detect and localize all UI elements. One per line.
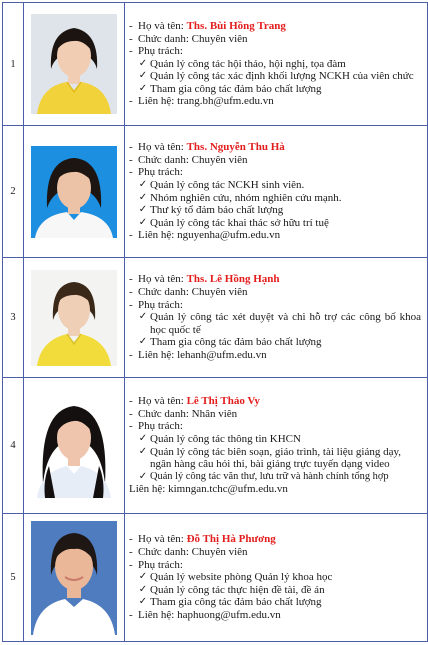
- row-number: 4: [3, 378, 24, 514]
- row-number: 1: [3, 3, 24, 126]
- portrait-image: [31, 270, 117, 366]
- checkmark-icon: ✓: [138, 70, 148, 82]
- duty-item: ✓ Quản lý công tác thực hiện đề tài, đề án: [138, 583, 325, 596]
- photo-cell: [24, 3, 125, 126]
- checkmark-icon: ✓: [138, 204, 148, 216]
- portrait-image: [31, 394, 117, 498]
- checkmark-icon: ✓: [138, 57, 148, 69]
- info-cell: [125, 3, 428, 126]
- checkmark-icon: ✓: [138, 583, 148, 595]
- portrait-image: [31, 521, 117, 635]
- name-line: - Họ và tên: Ths. Lê Hồng Hạnh: [129, 273, 280, 286]
- contact-line: - Liên hệ: nguyenha@ufm.edu.vn: [129, 229, 281, 242]
- table-row: [3, 378, 428, 514]
- staff-photo: [31, 146, 117, 238]
- staff-email[interactable]: haphuong@ufm.edu.vn: [177, 608, 281, 621]
- checkmark-icon: ✓: [138, 596, 148, 608]
- duty-item: ✓ Quản lý công tác khai thác sở hữu trí tuệ: [138, 216, 329, 229]
- staff-name: Lê Thị Thảo Vy: [186, 395, 260, 408]
- duty-heading: - Phụ trách:: [129, 166, 183, 179]
- staff-photo: [31, 394, 117, 498]
- staff-title: Chuyên viên: [191, 153, 248, 166]
- duty-item: ✓ Quản lý công tác văn thư, lưu trữ và hành chính tổng hợp: [138, 470, 389, 482]
- staff-title: Chuyên viên: [191, 546, 248, 559]
- title-line: - Chức danh: Chuyên viên: [129, 546, 248, 559]
- table-row: [3, 3, 428, 126]
- checkmark-icon: ✓: [138, 216, 148, 228]
- info-cell: [125, 126, 428, 258]
- duty-heading: - Phụ trách:: [129, 420, 183, 433]
- checkmark-icon: ✓: [138, 445, 148, 457]
- duty-heading: - Phụ trách:: [129, 558, 183, 571]
- checkmark-icon: ✓: [138, 82, 148, 94]
- duty-item: ✓ Tham gia công tác đảm bảo chất lượng: [138, 336, 322, 349]
- staff-photo: [31, 521, 117, 635]
- staff-table: [2, 2, 428, 642]
- staff-name: Ths. Nguyễn Thu Hà: [186, 141, 285, 154]
- name-line: - Họ và tên: Đỗ Thị Hà Phương: [129, 533, 276, 546]
- table-row: [3, 126, 428, 258]
- duty-item: ✓ Quản lý công tác hội thảo, hội nghị, tọa đàm: [138, 57, 346, 70]
- duty-item: ✓ Tham gia công tác đảm bảo chất lượng: [138, 82, 322, 95]
- staff-photo: [31, 270, 117, 366]
- contact-line: Liên hệ: kimngan.tchc@ufm.edu.vn: [129, 483, 288, 496]
- title-line: - Chức danh: Chuyên viên: [129, 153, 248, 166]
- checkmark-icon: ✓: [138, 571, 148, 583]
- row-number: 3: [3, 258, 24, 378]
- staff-email[interactable]: lehanh@ufm.edu.vn: [177, 348, 267, 361]
- duty-item: ✓ Quản lý công tác xét duyệt và chi hỗ trợ các công bố khoa học quốc tế: [138, 311, 421, 336]
- staff-title: Nhân viên: [191, 407, 238, 420]
- duty-item: ✓ Quản lý công tác biên soạn, giáo trình, tài liệu giảng dạy, ngân hàng câu hỏi thi, bài giảng trực tuyến dạng video: [138, 445, 401, 471]
- checkmark-icon: ✓: [138, 191, 148, 203]
- duty-item: ✓ Nhóm nghiên cứu, nhóm nghiên cứu mạnh.: [138, 191, 342, 204]
- title-line: - Chức danh: Nhân viên: [129, 407, 238, 420]
- contact-line: - Liên hệ: haphuong@ufm.edu.vn: [129, 608, 281, 621]
- staff-email[interactable]: trang.bh@ufm.edu.vn: [177, 95, 274, 108]
- contact-line: - Liên hệ: lehanh@ufm.edu.vn: [129, 348, 267, 361]
- row-number: 2: [3, 126, 24, 258]
- photo-cell: [24, 258, 125, 378]
- staff-email[interactable]: nguyenha@ufm.edu.vn: [177, 229, 281, 242]
- duty-heading: - Phụ trách:: [129, 45, 183, 58]
- name-line: - Họ và tên: Ths. Bùi Hồng Trang: [129, 19, 286, 32]
- checkmark-icon: ✓: [138, 470, 148, 482]
- checkmark-icon: ✓: [138, 311, 148, 323]
- duty-item: ✓ Quản lý công tác xác định khối lượng NCKH của viên chức: [138, 70, 414, 83]
- name-line: - Họ và tên: Ths. Nguyễn Thu Hà: [129, 141, 285, 154]
- staff-name: Ths. Lê Hồng Hạnh: [186, 273, 280, 286]
- checkmark-icon: ✓: [138, 336, 148, 348]
- duty-item: ✓ Thư ký tổ đảm bảo chất lượng: [138, 204, 284, 217]
- duty-item: ✓ Tham gia công tác đảm bảo chất lượng: [138, 596, 322, 609]
- staff-title: Chuyên viên: [191, 32, 248, 45]
- contact-line: - Liên hệ: trang.bh@ufm.edu.vn: [129, 95, 274, 108]
- title-line: - Chức danh: Chuyên viên: [129, 286, 248, 299]
- duty-heading: - Phụ trách:: [129, 298, 183, 311]
- duty-item: ✓ Quản lý website phòng Quản lý khoa học: [138, 571, 333, 584]
- info-cell: [125, 514, 428, 642]
- checkmark-icon: ✓: [138, 432, 148, 444]
- photo-cell: [24, 378, 125, 514]
- duty-item: ✓ Quản lý công tác NCKH sinh viên.: [138, 178, 305, 191]
- staff-name: Đỗ Thị Hà Phương: [186, 533, 276, 546]
- portrait-image: [31, 14, 117, 114]
- title-line: - Chức danh: Chuyên viên: [129, 32, 248, 45]
- checkmark-icon: ✓: [138, 178, 148, 190]
- info-cell: [125, 258, 428, 378]
- table-row: [3, 514, 428, 642]
- duty-item: ✓ Quản lý công tác thông tin KHCN: [138, 432, 301, 445]
- info-cell: [125, 378, 428, 514]
- staff-title: Chuyên viên: [191, 286, 248, 299]
- photo-cell: [24, 126, 125, 258]
- photo-cell: [24, 514, 125, 642]
- name-line: - Họ và tên: Lê Thị Thảo Vy: [129, 395, 260, 408]
- row-number: 5: [3, 514, 24, 642]
- staff-photo: [31, 14, 117, 114]
- staff-email[interactable]: kimngan.tchc@ufm.edu.vn: [168, 483, 288, 496]
- portrait-image: [31, 146, 117, 238]
- staff-name: Ths. Bùi Hồng Trang: [186, 19, 286, 32]
- table-row: [3, 258, 428, 378]
